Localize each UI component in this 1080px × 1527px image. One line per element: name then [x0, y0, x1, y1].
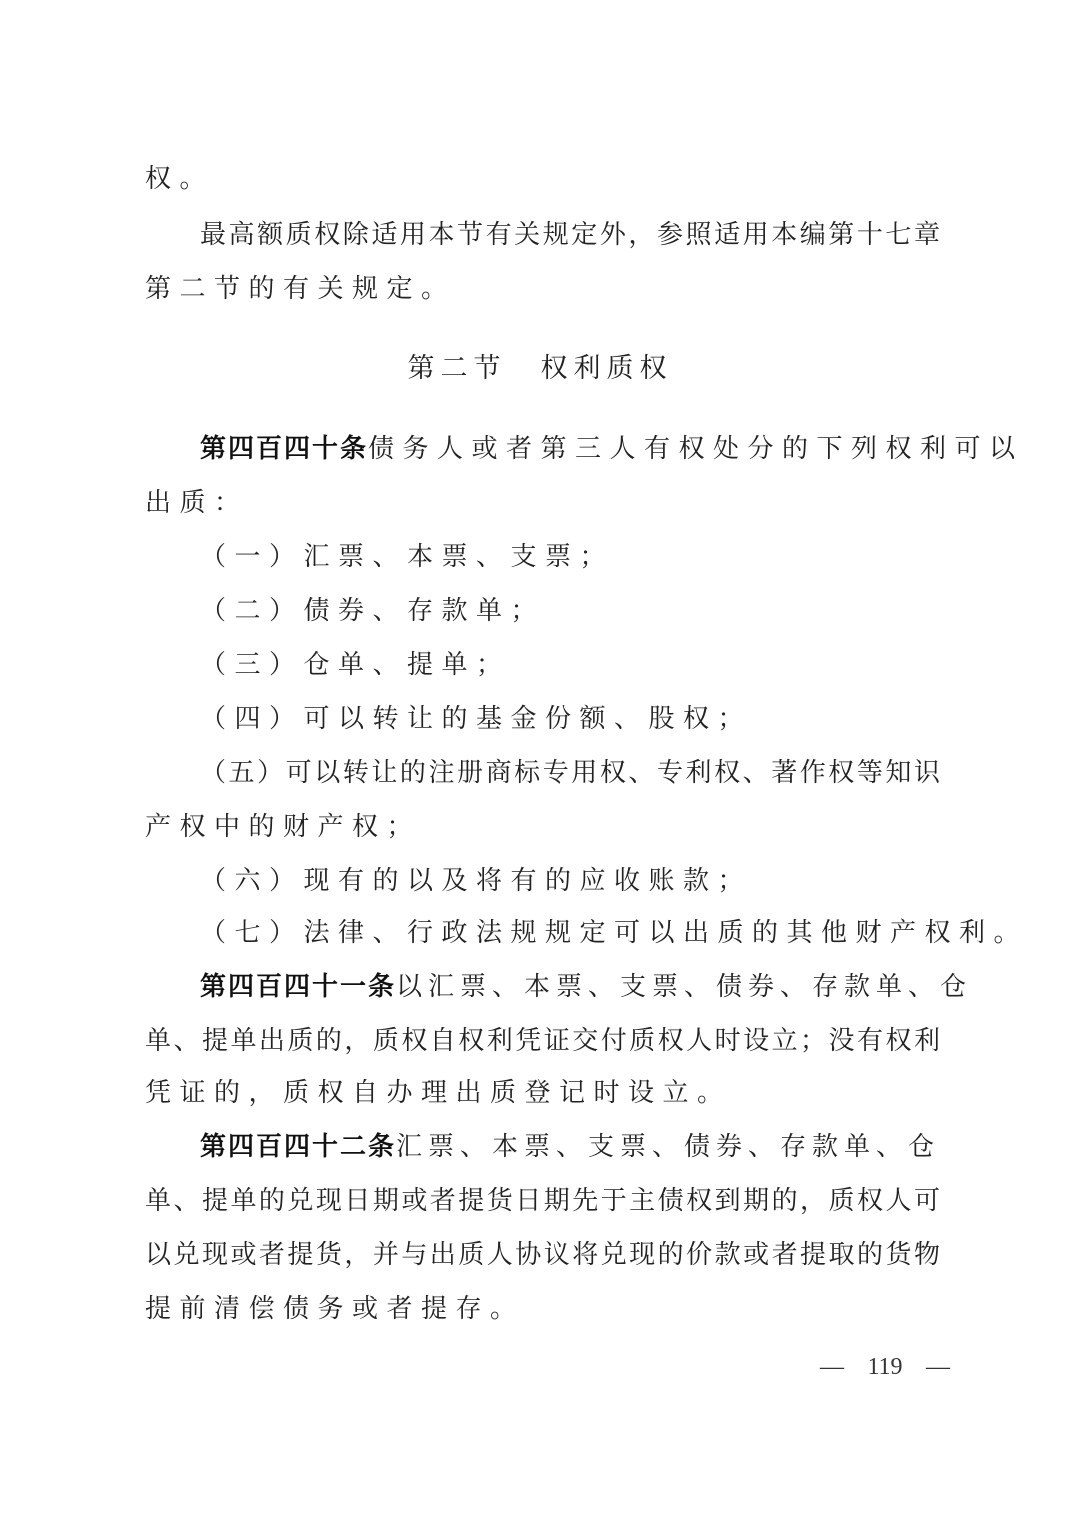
- text-line: 单、提单出质的，质权自权利凭证交付质权人时设立；没有权利: [145, 1026, 940, 1056]
- list-item: （三）仓单、提单；: [200, 650, 511, 680]
- page-number-value: 119: [867, 1354, 903, 1380]
- page-number: [820, 1352, 950, 1382]
- article-label: 第四百四十一条: [200, 972, 397, 1002]
- list-item: （五）可以转让的注册商标专用权、专利权、著作权等知识: [200, 758, 940, 788]
- text-line: 权。: [145, 164, 215, 194]
- list-item: （四）可以转让的基金份额、股权；: [200, 704, 753, 734]
- list-item: （六）现有的以及将有的应收账款；: [200, 866, 753, 896]
- list-item: （二）债券、存款单；: [200, 596, 546, 626]
- text-line: 提前清偿债务或者提存。: [145, 1294, 525, 1324]
- article-text: 债务人或者第三人有权处分的下列权利可以: [368, 434, 1024, 464]
- article-text: 汇票、本票、支票、债券、存款单、仓: [396, 1132, 941, 1162]
- article-441-first-line: [200, 970, 973, 1004]
- text-line: 单、提单的兑现日期或者提货日期先于主债权到期的，质权人可: [145, 1186, 940, 1216]
- article-442-first-line: [200, 1130, 940, 1164]
- article-440-first-line: [200, 432, 1024, 466]
- section-heading: [0, 352, 1080, 386]
- list-item: （七）法律、行政法规规定可以出质的其他财产权利。: [200, 918, 1029, 948]
- text-line: 第二节的有关规定。: [145, 274, 456, 304]
- list-item-continuation: 产权中的财产权；: [145, 812, 422, 842]
- article-label: 第四百四十二条: [200, 1132, 397, 1162]
- section-title: 权利质权: [540, 353, 673, 384]
- section-number: 第二节: [407, 353, 507, 384]
- page-number-dash-right: —: [925, 1354, 950, 1380]
- article-label: 第四百四十条: [200, 434, 369, 464]
- text-line: 最高额质权除适用本节有关规定外，参照适用本编第十七章: [200, 220, 940, 250]
- text-line: 凭证的，质权自办理出质登记时设立。: [145, 1078, 732, 1108]
- page-number-dash-left: —: [820, 1354, 844, 1380]
- text-line: 出质：: [145, 488, 249, 518]
- text-line: 以兑现或者提货，并与出质人协议将兑现的价款或者提取的货物: [145, 1240, 940, 1270]
- list-item: （一）汇票、本票、支票；: [200, 542, 615, 572]
- article-text: 以汇票、本票、支票、债券、存款单、仓: [396, 972, 973, 1002]
